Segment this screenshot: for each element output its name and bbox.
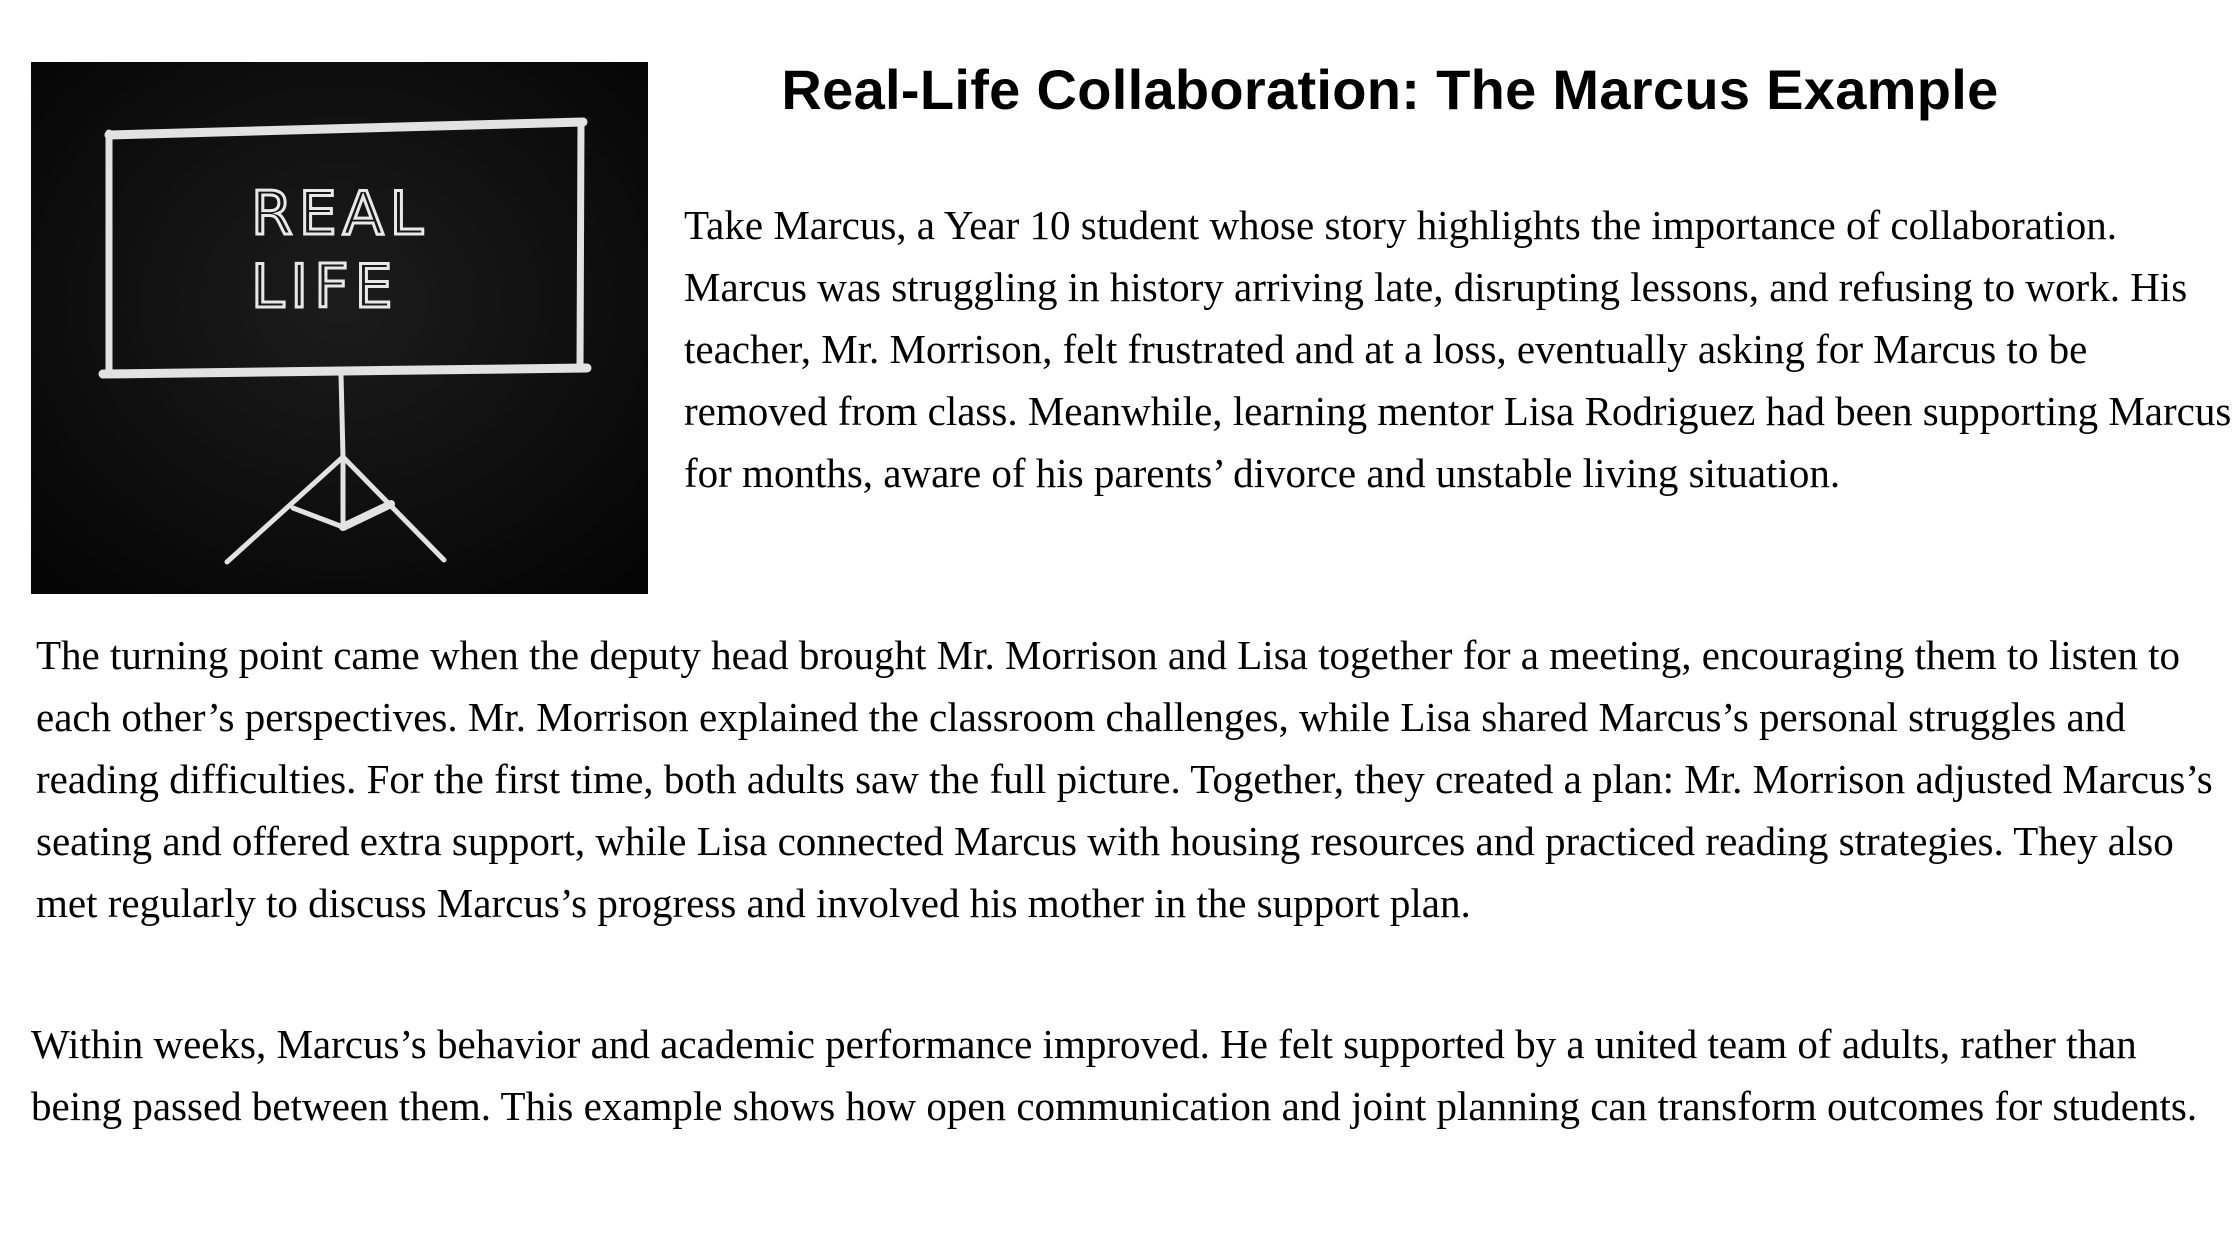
chalk-text-real: REAL <box>251 179 430 249</box>
chalk-text-life: LIFE <box>251 252 399 322</box>
chalkboard-background <box>31 62 648 594</box>
chalkboard-easel-icon <box>31 62 648 594</box>
page-title: Real-Life Collaboration: The Marcus Example <box>781 58 1999 121</box>
paragraph-turning-point: The turning point came when the deputy head brought Mr. Morrison and Lisa together for a meeting, encouraging them to listen to each other’s perspectives. Mr. Morrison explained the classroom challenges, while Lisa shared Marcus’s personal struggles and reading difficulties. For the first time, both adults saw the full picture. Together, they created a plan: Mr. Morrison adjusted Marcus’s seating and offered extra support, while Lisa connected Marcus with housing resources and practiced reading strategies. They also met regularly to discuss Marcus’s progress and involved his mother in the support plan. <box>36 632 2213 926</box>
real-life-chalkboard-image <box>31 62 648 594</box>
paragraph-outcome: Within weeks, Marcus’s behavior and academic performance improved. He felt supported by a united team of adults, rather than being passed between them. This example shows how open communication and joint planning can transform outcomes for students. <box>31 1021 2198 1129</box>
paragraph-intro: Take Marcus, a Year 10 student whose story highlights the importance of collaboration. Marcus was struggling in history arriving late, disrupting lessons, and refusing to work. His teacher, Mr. Morrison, felt frustrated and at a loss, eventually asking for Marcus to be removed from class. Meanwhile, learning mentor Lisa Rodriguez had been supporting Marcus for months, aware of his parents’ divorce and unstable living situation. <box>684 202 2232 496</box>
